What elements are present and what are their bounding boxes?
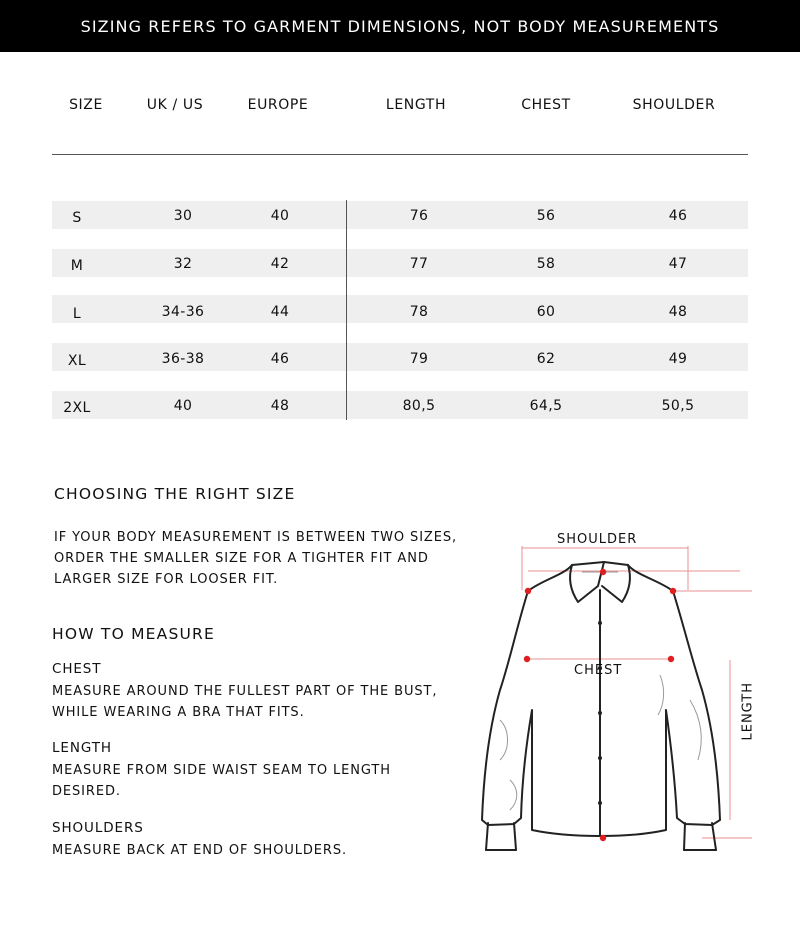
chest-label: CHEST [574, 663, 623, 678]
col-header-shoulder: SHOULDER [632, 97, 716, 113]
cell-chest: 60 [536, 304, 556, 320]
cell-chest: 64,5 [529, 398, 563, 414]
cell-uk-us: 36-38 [161, 351, 205, 367]
cell-shoulder: 46 [668, 208, 688, 224]
cell-uk-us: 30 [173, 208, 193, 224]
choosing-size-text [54, 527, 457, 590]
cell-europe: 42 [270, 256, 290, 272]
col-header-europe: EUROPE [247, 97, 309, 113]
chest-title: CHEST [52, 661, 102, 677]
length-text [52, 760, 391, 802]
info-banner: SIZING REFERS TO GARMENT DIMENSIONS, NOT BODY MEASUREMENTS [0, 0, 800, 52]
column-divider [346, 200, 347, 420]
text-line: ORDER THE SMALLER SIZE FOR A TIGHTER FIT AND [54, 551, 429, 566]
choosing-size-title: CHOOSING THE RIGHT SIZE [54, 485, 296, 503]
text-line: DESIRED. [52, 784, 121, 799]
text-line: LARGER SIZE FOR LOOSER FIT. [54, 572, 279, 587]
col-header-length: LENGTH [385, 97, 447, 113]
text-line: MEASURE BACK AT END OF SHOULDERS. [52, 843, 348, 858]
cell-europe: 40 [270, 208, 290, 224]
cell-europe: 44 [270, 304, 290, 320]
cell-shoulder: 50,5 [661, 398, 695, 414]
col-header-chest: CHEST [521, 97, 571, 113]
cell-chest: 56 [536, 208, 556, 224]
cell-length: 76 [409, 208, 429, 224]
text-line: MEASURE AROUND THE FULLEST PART OF THE BUST, [52, 684, 438, 699]
cell-size: 2XL [63, 400, 91, 416]
shoulders-text [52, 840, 347, 861]
text-line: IF YOUR BODY MEASUREMENT IS BETWEEN TWO SIZES, [54, 530, 458, 545]
cell-shoulder: 49 [668, 351, 688, 367]
cell-length: 77 [409, 256, 429, 272]
cell-length: 78 [409, 304, 429, 320]
cell-europe: 48 [270, 398, 290, 414]
cell-length: 80,5 [402, 398, 436, 414]
text-line: MEASURE FROM SIDE WAIST SEAM TO LENGTH [52, 763, 391, 778]
cell-europe: 46 [270, 351, 290, 367]
cell-shoulder: 48 [668, 304, 688, 320]
cell-chest: 62 [536, 351, 556, 367]
cell-uk-us: 32 [173, 256, 193, 272]
cell-size: L [72, 306, 82, 322]
cell-length: 79 [409, 351, 429, 367]
cell-shoulder: 47 [668, 256, 688, 272]
col-header-size: SIZE [69, 97, 103, 113]
col-header-uk-us: UK / US [146, 97, 204, 113]
cell-uk-us: 34-36 [161, 304, 205, 320]
length-title: LENGTH [52, 740, 112, 756]
length-label: LENGTH [740, 681, 756, 741]
shoulders-title: SHOULDERS [52, 820, 144, 836]
shirt-measurement-diagram [470, 520, 790, 860]
chest-text [52, 681, 437, 723]
cell-size: S [72, 210, 82, 226]
shoulder-label: SHOULDER [557, 532, 638, 547]
cell-uk-us: 40 [173, 398, 193, 414]
cell-chest: 58 [536, 256, 556, 272]
cell-size: M [70, 258, 84, 274]
cell-size: XL [67, 353, 87, 369]
text-line: WHILE WEARING A BRA THAT FITS. [52, 705, 305, 720]
header-divider [52, 154, 748, 155]
how-to-measure-title: HOW TO MEASURE [52, 625, 216, 643]
